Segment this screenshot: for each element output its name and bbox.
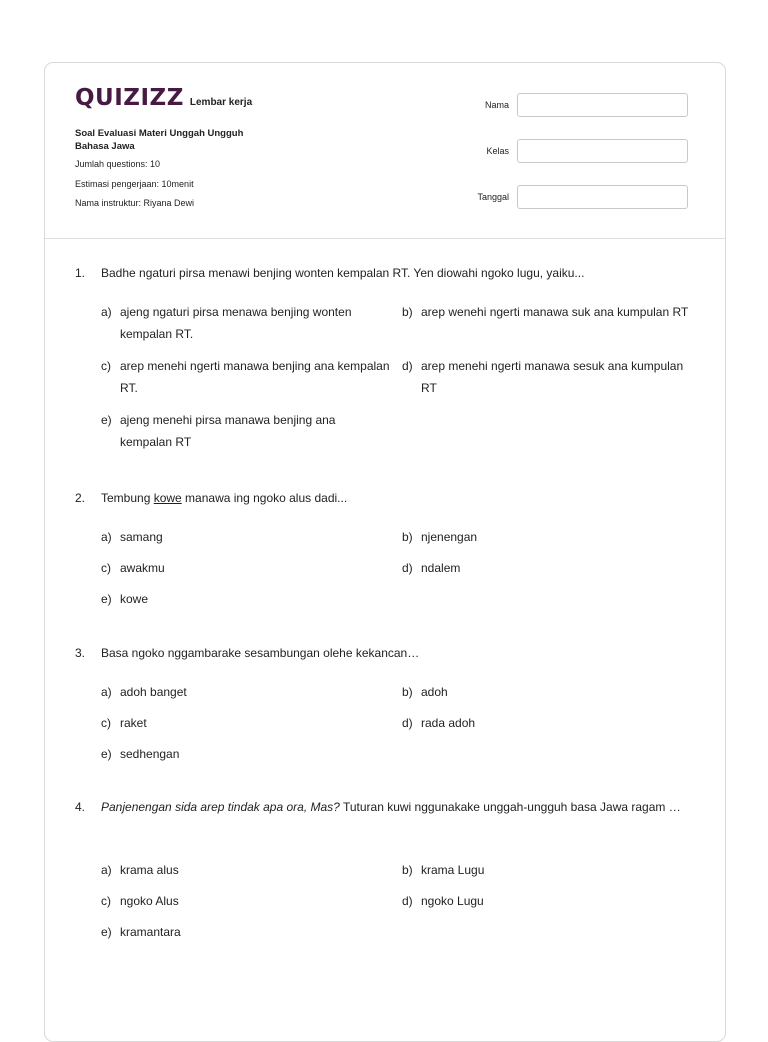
name-field xyxy=(445,93,688,117)
option-text: arep menehi ngerti manawa benjing ana kempalan RT. xyxy=(120,359,390,395)
question-number: 1. xyxy=(75,266,86,280)
option-letter: b) xyxy=(402,530,413,544)
question-stem xyxy=(101,796,701,818)
stem-text: manawa ing ngoko alus dadi... xyxy=(181,491,348,505)
worksheet-header xyxy=(45,63,725,239)
option-letter: e) xyxy=(101,592,112,606)
option-letter: c) xyxy=(101,716,111,730)
option-letter: e) xyxy=(101,925,112,939)
option-text: awakmu xyxy=(120,561,165,575)
option-text: kowe xyxy=(120,592,149,606)
worksheet-card xyxy=(44,62,726,1042)
option-letter: b) xyxy=(402,305,413,319)
option-text: kramantara xyxy=(120,925,181,939)
option-text: sedhengan xyxy=(120,747,180,761)
option-text: ngoko Lugu xyxy=(421,894,484,908)
brand xyxy=(75,85,252,111)
question-number: 3. xyxy=(75,646,86,660)
option-text: raket xyxy=(120,716,147,730)
question-number: 4. xyxy=(75,800,86,814)
quizizz-logo: QUIZIZZ xyxy=(75,85,184,111)
option-text: adoh banget xyxy=(120,685,187,699)
option-text: rada adoh xyxy=(421,716,476,730)
option-text: ngoko Alus xyxy=(120,894,179,908)
option-letter: b) xyxy=(402,863,413,877)
underlined-word: kowe xyxy=(153,491,182,505)
option-letter: b) xyxy=(402,685,413,699)
option-letter: a) xyxy=(101,530,112,544)
option-text: ndalem xyxy=(421,561,461,575)
option-letter: a) xyxy=(101,863,112,877)
option-letter: c) xyxy=(101,894,111,908)
class-input[interactable] xyxy=(517,139,688,163)
worksheet-meta xyxy=(75,127,375,208)
instructor-name: Nama instruktur: Riyana Dewi xyxy=(75,198,195,208)
option-text: ajeng ngaturi pirsa menawa benjing wonten kempalan RT. xyxy=(120,305,352,341)
option-text: arep menehi ngerti manawa sesuk ana kumpulan RT xyxy=(421,359,684,395)
option-text: krama Lugu xyxy=(421,863,485,877)
option-text: krama alus xyxy=(120,863,179,877)
option-letter: c) xyxy=(101,359,111,373)
option-letter: a) xyxy=(101,685,112,699)
date-label: Tanggal xyxy=(477,192,509,202)
option-letter: c) xyxy=(101,561,111,575)
option-letter: d) xyxy=(402,359,413,373)
class-field xyxy=(445,139,688,163)
class-label: Kelas xyxy=(486,146,509,156)
question-stem: Badhe ngaturi pirsa menawi benjing wonten kempalan RT. Yen diowahi ngoko lugu, yaiku... xyxy=(101,266,585,280)
date-input[interactable] xyxy=(517,185,688,209)
stem-text: Tembung xyxy=(101,491,154,505)
question-count: Jumlah questions: 10 xyxy=(75,159,161,169)
option-text: ajeng menehi pirsa manawa benjing ana kempalan RT xyxy=(120,413,336,449)
stem-text: Tuturan kuwi nggunakake unggah-ungguh basa Jawa ragam … xyxy=(339,800,681,814)
option-text: njenengan xyxy=(421,530,478,544)
italic-quote: Panjenengan sida arep tindak apa ora, Mas? xyxy=(101,800,340,814)
time-estimate: Estimasi pengerjaan: 10menit xyxy=(75,178,194,189)
option-letter: a) xyxy=(101,305,112,319)
worksheet-type-label: Lembar kerja xyxy=(189,97,253,108)
date-field xyxy=(445,185,688,209)
question-stem: Basa ngoko nggambarake sesambungan olehe kekancan… xyxy=(101,646,420,660)
option-text: arep wenehi ngerti manawa suk ana kumpulan RT xyxy=(421,305,689,319)
question-stem xyxy=(101,487,701,509)
name-label: Nama xyxy=(484,100,509,110)
worksheet-title: Soal Evaluasi Materi Unggah Ungguh Bahasa Jawa xyxy=(75,128,244,152)
option-letter: d) xyxy=(402,894,413,908)
name-input[interactable] xyxy=(517,93,688,117)
option-letter: e) xyxy=(101,747,112,761)
option-text: adoh xyxy=(421,685,448,699)
option-text: samang xyxy=(120,530,163,544)
option-letter: d) xyxy=(402,561,413,575)
option-letter: e) xyxy=(101,413,112,427)
option-letter: d) xyxy=(402,716,413,730)
question-number: 2. xyxy=(75,491,86,505)
